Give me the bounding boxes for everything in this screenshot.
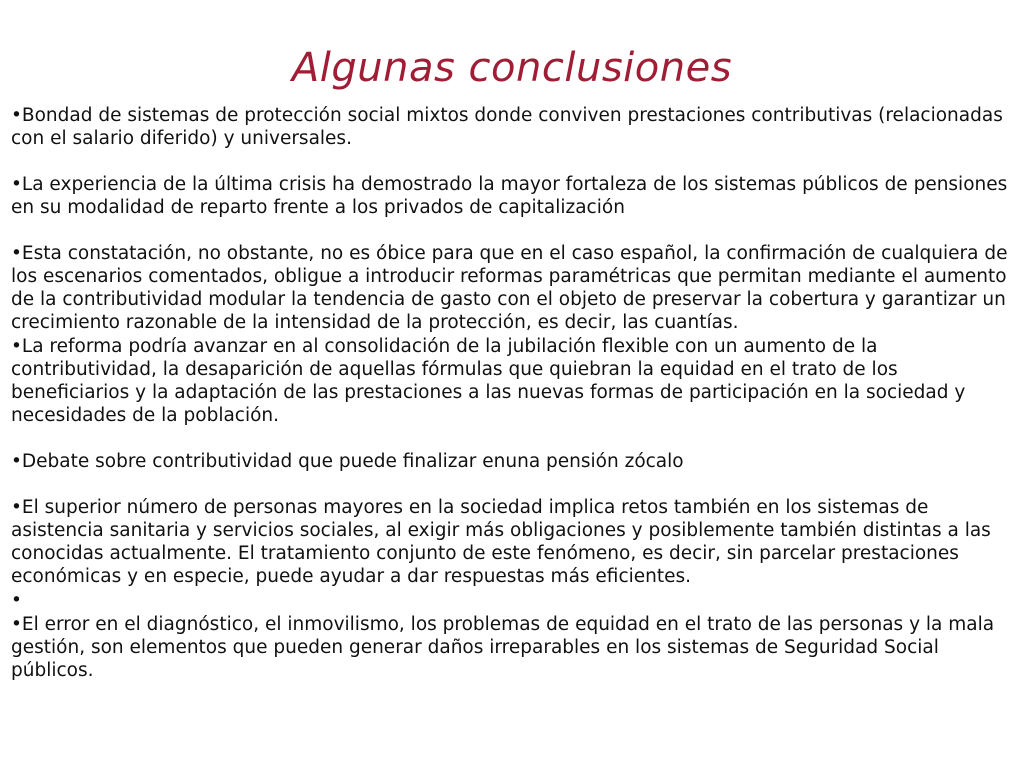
bullet-item-5: •Debate sobre contributividad que puede finalizar enuna pensión zócalo [11,451,684,472]
slide-title: Algunas conclusiones [291,45,733,91]
bullet-list [11,104,1011,682]
bullet-item-1: •Bondad de sistemas de protección social mixtos donde conviven prestaciones contributivas (relacionadas con el salario diferido) y universales. [11,105,1003,149]
bullet-item-3: •Esta constatación, no obstante, no es óbice para que en el caso español, la confirmación de cualquiera de los escenarios comentados, obligue a introducir reformas paramétricas que permitan mediante el aumento de la contributividad modular la tendencia de gasto con el objeto de preservar la cobertura y garantizar un crecimiento razonable de la intensidad de la protección, es decir, las cuantías. [11,243,1008,333]
bullet-item-4: •La reforma podría avanzar en al consolidación de la jubilación flexible con un aumento de la contributividad, la desaparición de aquellas fórmulas que quiebran la equidad en el trato de los beneficiarios y la adaptación de las prestaciones a las nuevas formas de participación en la sociedad y necesidades de la población. [11,336,966,426]
bullet-item-8: •El error en el diagnóstico, el inmovilismo, los problemas de equidad en el trato de las personas y la mala gestión, son elementos que pueden generar daños irreparables en los sistemas de Seguridad Social públicos. [11,614,995,681]
bullet-item-2: •La experiencia de la última crisis ha demostrado la mayor fortaleza de los sistemas públicos de pensiones en su modalidad de reparto frente a los privados de capitalización [11,174,1008,218]
bullet-item-7: • [11,590,22,611]
bullet-item-6: •El superior número de personas mayores en la sociedad implica retos también en los sistemas de asistencia sanitaria y servicios sociales, al exigir más obligaciones y posiblemente también distintas a las conocidas actualmente. El tratamiento conjunto de este fenómeno, es decir, sin parcelar prestaciones económicas y en especie, puede ayudar a dar respuestas más eficientes. [11,497,991,587]
